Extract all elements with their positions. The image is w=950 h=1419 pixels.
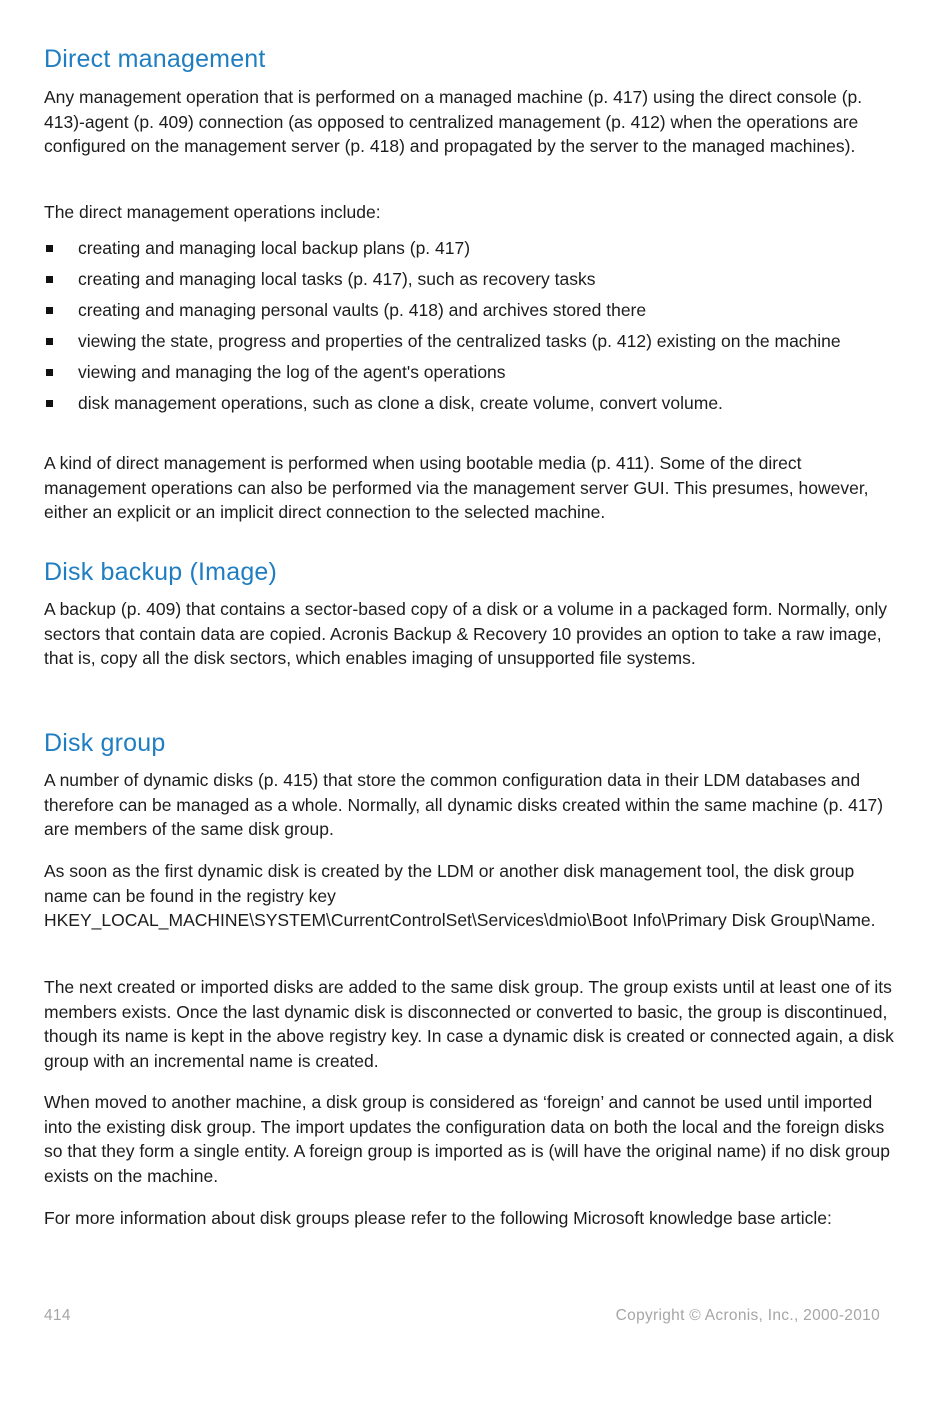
bullet-square-icon [46, 338, 53, 345]
paragraph-disk-group-lifecycle: The next created or imported disks are added to the same disk group. The group exists until at least one of its members exists. Once the last dynamic disk is disconnected or converted to basic, the group is discontinued, though its name is kept in the above registry key. In case a dynamic disk is created or connected again, a disk group with an incremental name is created. [44, 977, 894, 1071]
paragraph-operations-intro: The direct management operations include: [44, 202, 381, 222]
list-item: viewing the state, progress and properties of the centralized tasks (p. 412) existing on the machine [44, 329, 894, 354]
bullet-square-icon [46, 245, 53, 252]
paragraph-disk-group-definition: A number of dynamic disks (p. 415) that store the common configuration data in their LDM databases and therefore can be managed as a whole. Normally, all dynamic disks created within the same machine (p. 417) are members of the same disk group. [44, 770, 884, 840]
bullet-square-icon [46, 276, 53, 283]
list-item: disk management operations, such as clone a disk, create volume, convert volume. [44, 391, 894, 416]
bullet-square-icon [46, 369, 53, 376]
bullet-square-icon [46, 400, 53, 407]
bullet-square-icon [46, 307, 53, 314]
paragraph-direct-management-definition: Any management operation that is performed on a managed machine (p. 417) using the direct console (p. 413)-agent (p. 409) connection (as opposed to centralized management (p. 412) when the operations are configured on the management server (p. 418) and propagated by the server to the managed machines). [44, 87, 863, 157]
copyright-notice: Copyright © Acronis, Inc., 2000-2010 [615, 1307, 880, 1324]
list-item: viewing and managing the log of the agent's operations [44, 360, 894, 385]
paragraph-more-information: For more information about disk groups please refer to the following Microsoft knowledge base article: [44, 1208, 832, 1228]
paragraph-bootable-media: A kind of direct management is performed when using bootable media (p. 411). Some of the direct management operations can also be performed via the management server GUI. This presumes, however, either an explicit or an implicit direct connection to the selected machine. [44, 453, 869, 523]
page-number: 414 [44, 1307, 71, 1324]
paragraph-foreign-disk-group: When moved to another machine, a disk group is considered as ‘foreign’ and cannot be used until imported into the existing disk group. The import updates the configuration data on both the local and the foreign disks so that they form a single entity. A foreign group is imported as is (will have the original name) if no disk group exists on the machine. [44, 1092, 890, 1186]
section-heading-direct-management: Direct management [44, 45, 266, 73]
section-heading-disk-backup: Disk backup (Image) [44, 558, 278, 586]
list-item: creating and managing local tasks (p. 417), such as recovery tasks [44, 267, 894, 292]
paragraph-disk-group-registry: As soon as the first dynamic disk is created by the LDM or another disk management tool, the disk group name can be found in the registry key HKEY_LOCAL_MACHINE\SYSTEM\CurrentControlSet\Services\dmio\Boot Info\Primary Disk Group\Name. [44, 861, 876, 931]
section-heading-disk-group: Disk group [44, 729, 166, 757]
list-item: creating and managing local backup plans (p. 417) [44, 236, 894, 261]
operations-bullet-list [44, 236, 894, 422]
list-item: creating and managing personal vaults (p. 418) and archives stored there [44, 298, 894, 323]
paragraph-disk-backup-definition: A backup (p. 409) that contains a sector-based copy of a disk or a volume in a packaged form. Normally, only sectors that contain data are copied. Acronis Backup & Recovery 10 provides an option to take a raw image, that is, copy all the disk sectors, which enables imaging of unsupported file systems. [44, 599, 888, 669]
